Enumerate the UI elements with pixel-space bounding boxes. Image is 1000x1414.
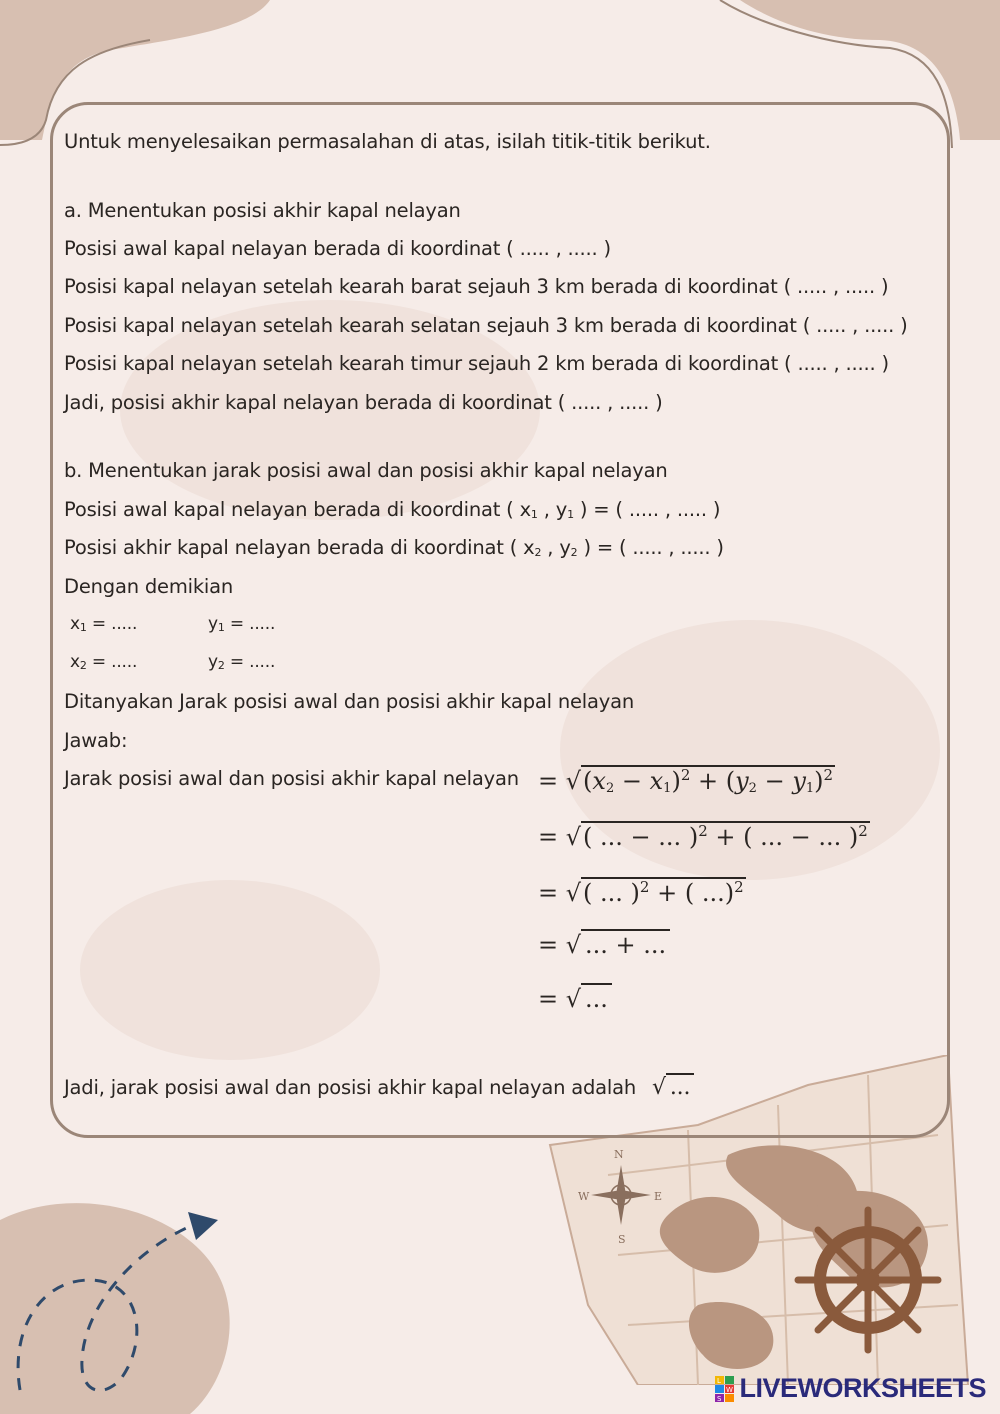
brand-logo-icon [715,1376,735,1402]
part-a-line: Posisi kapal nelayan setelah kearah timur sejauh 2 km berada di koordinat ( ..... , ..... ) [64,352,889,375]
part-a-line: Posisi kapal nelayan setelah kearah selatan sejauh 3 km berada di koordinat ( ..... , ..... ) [64,314,908,337]
arrow-head-icon [188,1212,218,1240]
distance-label: Jarak posisi awal dan posisi akhir kapal nelayan [64,767,519,790]
part-a-heading: a. Menentukan posisi akhir kapal nelayan [64,199,461,222]
formula-result-step: = √ ... [538,985,612,1013]
x2-blank: x2 = ..... [70,652,138,672]
part-b-heading: b. Menentukan jarak posisi awal dan posisi akhir kapal nelayan [64,459,668,482]
dashed-path-decoration [0,1180,320,1414]
y2-blank: y2 = ..... [208,652,276,672]
svg-text:E: E [654,1190,663,1203]
ship-wheel-icon [798,1210,938,1350]
initial-position-line: Posisi awal kapal nelayan berada di koordinat ( x1 , y1 ) = ( ..... , ..... ) [64,498,721,521]
intro-text: Untuk menyelesaikan permasalahan di atas, isilah titik-titik berikut. [64,130,711,153]
svg-text:W: W [578,1190,590,1203]
svg-text:N: N [614,1148,624,1161]
distance-formula: = $√(x_2 - x_1)^2 + (y_2 - y_1)^2$ [538,766,834,796]
final-position-line: Posisi akhir kapal nelayan berada di koordinat ( x2 , y2 ) = ( ..... , ..... ) [64,536,724,559]
formula-difference-step: = √( ... )$^2$ + ( ...)$^2$ [538,878,744,907]
jawab-label: Jawab: [64,729,128,752]
formula-sum-step: = √ ... + ... [538,931,670,959]
formula-substitution-step: = √( ... − ... )$^2$ + ( ... − ... )$^2$ [538,822,868,851]
svg-text:L: L [717,1376,722,1385]
svg-text:S: S [717,1394,722,1402]
part-a-line: Posisi kapal nelayan setelah kearah barat sejauh 3 km berada di koordinat ( ..... , ..... ) [64,275,889,298]
x1-blank: x1 = ..... [70,614,138,634]
part-a-line: Posisi awal kapal nelayan berada di koordinat ( ..... , ..... ) [64,237,611,260]
final-conclusion: Jadi, jarak posisi awal dan posisi akhir kapal nelayan adalah √ ... [64,1075,694,1100]
part-a-conclusion: Jadi, posisi akhir kapal nelayan berada di koordinat ( ..... , ..... ) [64,391,663,414]
svg-text:W: W [726,1385,734,1394]
brand-text: LIVEWORKSHEETS [739,1373,986,1403]
question-text: Ditanyakan Jarak posisi awal dan posisi akhir kapal nelayan [64,690,635,713]
svg-text:S: S [618,1233,626,1246]
liveworksheets-logo [715,1373,986,1404]
dengan-demikian: Dengan demikian [64,575,234,598]
y1-blank: y1 = ..... [208,614,276,634]
